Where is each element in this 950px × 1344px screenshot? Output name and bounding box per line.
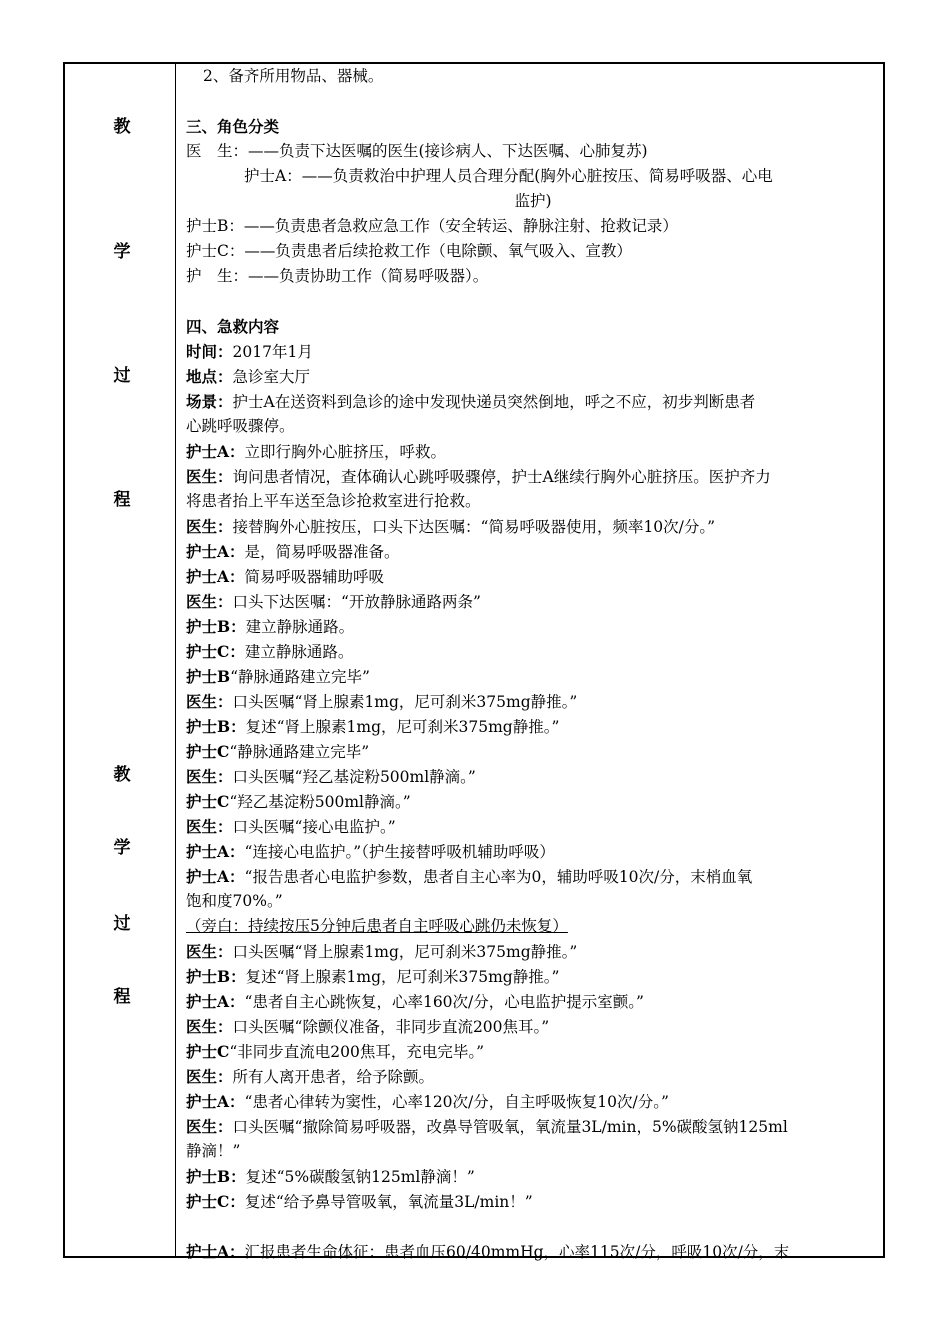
speaker-label: 地点： xyxy=(186,367,233,386)
script-text: “静脉通路建立完毕” xyxy=(229,743,370,761)
script-line xyxy=(186,1164,880,1189)
script-text: 立即行胸外心脏挤压，呼救。 xyxy=(244,443,447,461)
script-text: 建立静脉通路。 xyxy=(245,618,355,636)
text-line: 2、备齐所用物品、器械。 xyxy=(203,67,384,85)
side-label: 学 xyxy=(113,838,131,858)
script-text: “患者自主心跳恢复，心率160次/分，心电监护提示室颤。” xyxy=(244,993,644,1011)
script-line xyxy=(186,464,880,489)
side-label: 程 xyxy=(113,490,131,510)
script-text: 口头医嘱“肾上腺素1mg，尼可刹米375mg静推。” xyxy=(232,693,578,711)
script-text: 口头医嘱“撤除简易呼吸器，改鼻导管吸氧，氧流量3L/min，5%碳酸氢钠125ml xyxy=(232,1118,788,1136)
section-heading: 四、急救内容 xyxy=(186,317,280,336)
script-text: 口头医嘱“羟乙基淀粉500ml静滴。” xyxy=(232,768,476,786)
script-text: 口头下达医嘱：“开放静脉通路两条” xyxy=(232,593,481,611)
column-divider xyxy=(175,62,176,1258)
speaker-label: 医生： xyxy=(186,942,233,961)
script-text: 静滴！” xyxy=(186,1142,241,1160)
script-line xyxy=(186,1064,880,1089)
script-line xyxy=(186,1114,880,1139)
role-line: 监护) xyxy=(514,192,552,210)
script-line xyxy=(186,339,880,364)
script-text: “非同步直流电200焦耳，充电完毕。” xyxy=(229,1043,485,1061)
speaker-label: 医生： xyxy=(186,592,233,611)
script-text: “羟乙基淀粉500ml静滴。” xyxy=(229,793,411,811)
script-line xyxy=(186,1239,880,1264)
blank-line xyxy=(186,289,880,314)
speaker-label: 护士A： xyxy=(186,442,245,461)
speaker-label: 护士B： xyxy=(186,617,246,636)
side-label: 教 xyxy=(113,117,131,137)
speaker-label: 护士B： xyxy=(186,967,246,986)
side-label: 过 xyxy=(113,366,131,386)
script-text: 将患者抬上平车送至急诊抢救室进行抢救。 xyxy=(186,492,481,510)
script-text: 心跳呼吸骤停。 xyxy=(186,417,295,435)
speaker-label: 护士A： xyxy=(186,567,245,586)
side-label: 教 xyxy=(113,765,131,785)
script-line xyxy=(186,1039,880,1064)
script-line xyxy=(186,639,880,664)
script-line xyxy=(186,864,880,889)
speaker-label: 护士B： xyxy=(186,717,246,736)
speaker-label: 医生： xyxy=(186,517,233,536)
blank-line xyxy=(186,1214,880,1239)
script-text: 护士A在送资料到急诊的途中发现快递员突然倒地，呼之不应，初步判断患者 xyxy=(232,393,756,411)
script-text: 汇报患者生命体征：患者血压60/40mmHg，心率115次/分，呼吸10次/分，末 xyxy=(244,1243,790,1261)
script-text: 复述“5%碳酸氢钠125ml静滴！” xyxy=(245,1168,475,1186)
script-line xyxy=(186,764,880,789)
speaker-label: 护士B xyxy=(186,667,231,686)
speaker-label: 医生： xyxy=(186,1117,233,1136)
script-line xyxy=(186,1014,880,1039)
script-text: 所有人离开患者，给予除颤。 xyxy=(232,1068,435,1086)
script-text: 口头医嘱“肾上腺素1mg，尼可刹米375mg静推。” xyxy=(232,943,578,961)
role-line: 护士C：——负责患者后续抢救工作（电除颤、氧气吸入、宣教） xyxy=(186,242,632,260)
script-text: “静脉通路建立完毕” xyxy=(230,668,370,686)
section-heading: 三、角色分类 xyxy=(186,117,280,136)
script-text: 口头医嘱“除颤仪准备，非同步直流200焦耳。” xyxy=(232,1018,550,1036)
script-line xyxy=(186,439,880,464)
speaker-label: 护士A： xyxy=(186,1242,245,1261)
script-line xyxy=(186,539,880,564)
speaker-label: 护士C： xyxy=(186,642,245,661)
speaker-label: 场景： xyxy=(186,392,233,411)
role-line: 护 生：——负责协助工作（简易呼吸器）。 xyxy=(186,267,489,285)
role-line: 医 生：——负责下达医嘱的医生(接诊病人、下达医嘱、心肺复苏) xyxy=(186,142,648,160)
script-text: 2017年1月 xyxy=(232,343,313,361)
speaker-label: 护士A： xyxy=(186,867,245,886)
speaker-label: 医生： xyxy=(186,692,233,711)
script-text: 口头医嘱“接心电监护。” xyxy=(232,818,396,836)
speaker-label: 医生： xyxy=(186,817,233,836)
script-line xyxy=(186,364,880,389)
script-line xyxy=(186,514,880,539)
speaker-label: 医生： xyxy=(186,767,233,786)
script-line xyxy=(186,839,880,864)
speaker-label: 护士C： xyxy=(186,1192,245,1211)
speaker-label: 医生： xyxy=(186,467,233,486)
script-text: 复述“肾上腺素1mg，尼可刹米375mg静推。” xyxy=(245,718,560,736)
script-text: “患者心律转为窦性，心率120次/分，自主呼吸恢复10次/分。” xyxy=(244,1093,669,1111)
script-text: 饱和度70%。” xyxy=(186,892,283,910)
script-line xyxy=(186,589,880,614)
side-label: 学 xyxy=(113,242,131,262)
speaker-label: 护士C xyxy=(186,792,230,811)
script-text: 简易呼吸器辅助呼吸 xyxy=(244,568,385,586)
script-text: 急诊室大厅 xyxy=(232,368,311,386)
script-text: 复述“给予鼻导管吸氧，氧流量3L/min！” xyxy=(244,1193,533,1211)
script-line xyxy=(186,1089,880,1114)
content-column xyxy=(186,64,880,1264)
script-line xyxy=(186,989,880,1014)
speaker-label: 医生： xyxy=(186,1017,233,1036)
script-text: 复述“肾上腺素1mg，尼可刹米375mg静推。” xyxy=(245,968,560,986)
blank-line xyxy=(186,89,880,114)
script-text: 建立静脉通路。 xyxy=(244,643,354,661)
role-line: 护士A：——负责救治中护理人员合理分配(胸外心脏按压、简易呼吸器、心电 xyxy=(244,167,773,185)
script-line xyxy=(186,564,880,589)
script-text: 是，简易呼吸器准备。 xyxy=(244,543,400,561)
speaker-label: 时间： xyxy=(186,342,233,361)
script-line xyxy=(186,789,880,814)
role-line: 护士B：——负责患者急救应急工作（安全转运、静脉注射、抢救记录） xyxy=(186,217,678,235)
speaker-label: 护士B： xyxy=(186,1167,246,1186)
script-line xyxy=(186,814,880,839)
script-text: “报告患者心电监护参数，患者自主心率为0，辅助呼吸10次/分，末梢血氧 xyxy=(244,868,753,886)
script-line xyxy=(186,939,880,964)
speaker-label: 护士A： xyxy=(186,992,245,1011)
script-text: “连接心电监护。”（护生接替呼吸机辅助呼吸） xyxy=(244,843,555,861)
speaker-label: 护士C xyxy=(186,742,230,761)
script-text: 接替胸外心脏按压，口头下达医嘱：“简易呼吸器使用，频率10次/分。” xyxy=(232,518,716,536)
speaker-label: 护士A： xyxy=(186,842,245,861)
script-line xyxy=(186,1189,880,1214)
script-line xyxy=(186,964,880,989)
script-text: 询问患者情况，查体确认心跳呼吸骤停，护士A继续行胸外心脏挤压。医护齐力 xyxy=(232,468,771,486)
side-label: 程 xyxy=(113,987,131,1007)
speaker-label: 医生： xyxy=(186,1067,233,1086)
script-line xyxy=(186,664,880,689)
speaker-label: 护士A： xyxy=(186,542,245,561)
script-line xyxy=(186,714,880,739)
script-line xyxy=(186,739,880,764)
script-line xyxy=(186,389,880,414)
narration-line: （旁白：持续按压5分钟后患者自主呼吸心跳仍未恢复） xyxy=(186,917,568,935)
script-line xyxy=(186,614,880,639)
speaker-label: 护士C xyxy=(186,1042,230,1061)
script-line xyxy=(186,689,880,714)
speaker-label: 护士A： xyxy=(186,1092,245,1111)
side-label: 过 xyxy=(113,914,131,934)
